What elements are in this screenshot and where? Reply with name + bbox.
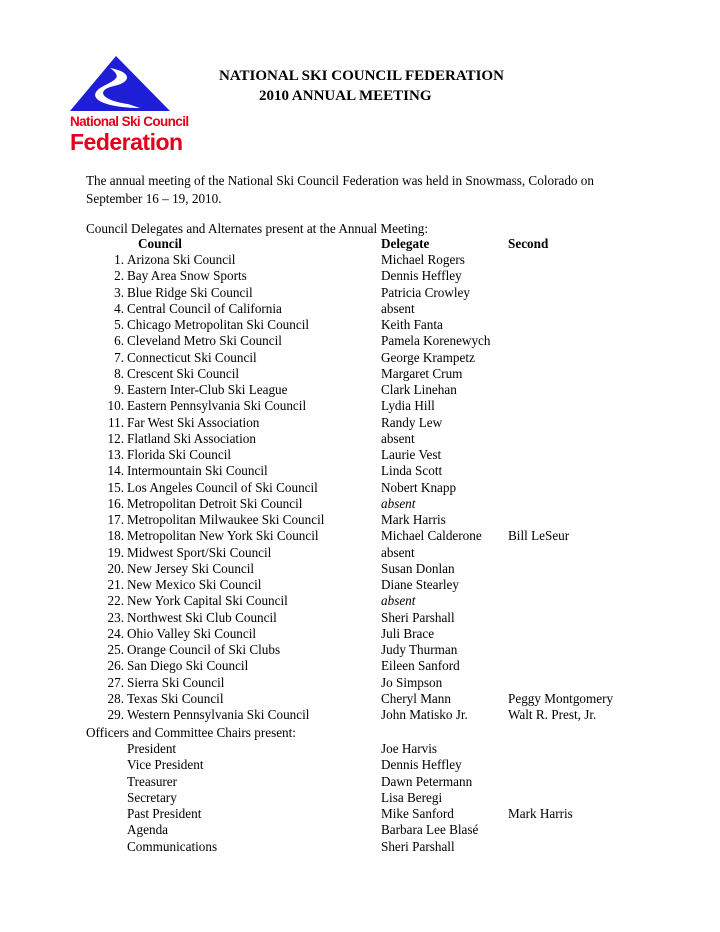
row-number: 4. — [114, 300, 124, 316]
table-row — [0, 268, 720, 284]
list-item — [0, 757, 720, 773]
table-row — [0, 366, 720, 382]
row-number: 14. — [107, 463, 124, 479]
council-name: Western Pennsylvania Ski Council — [127, 707, 310, 722]
row-number: 13. — [107, 447, 124, 462]
council-name: Metropolitan New York Ski Council — [127, 528, 319, 544]
table-row — [0, 691, 720, 707]
delegate-name: Jo Simpson — [381, 674, 443, 690]
row-number: 18. — [107, 528, 124, 544]
delegate-name: Eileen Sanford — [381, 658, 460, 674]
council-name: Florida Ski Council — [127, 447, 232, 462]
column-header-council: Council — [138, 236, 182, 251]
row-number: 2. — [114, 268, 124, 284]
council-name: Arizona Ski Council — [127, 252, 236, 267]
council-name: Ohio Valley Ski Council — [127, 625, 257, 641]
second-name: Walt R. Prest, Jr. — [508, 707, 597, 722]
row-number: 22. — [107, 593, 124, 609]
table-row — [0, 561, 720, 577]
officer-role: Treasurer — [127, 773, 178, 789]
officer-role: Agenda — [127, 822, 169, 838]
table-row — [0, 350, 720, 366]
table-row — [0, 252, 720, 268]
row-number: 20. — [107, 560, 124, 576]
delegate-name: Patricia Crowley — [381, 284, 470, 300]
officer-name: Joe Harvis — [381, 741, 438, 756]
list-item — [0, 790, 720, 806]
row-number: 7. — [114, 349, 124, 365]
row-number: 1. — [114, 252, 124, 267]
council-name: Orange Council of Ski Clubs — [127, 642, 281, 657]
row-number: 9. — [114, 382, 124, 397]
delegate-name: Sheri Parshall — [381, 609, 455, 625]
delegate-name: Linda Scott — [381, 463, 443, 479]
officer-name: Barbara Lee Blasé — [381, 822, 479, 838]
row-number: 16. — [107, 495, 124, 511]
table-row — [0, 301, 720, 317]
council-name: Central Council of California — [127, 300, 282, 316]
row-number: 15. — [107, 479, 124, 495]
delegate-name: Michael Calderone — [381, 528, 482, 544]
table-row — [0, 333, 720, 349]
council-name: Blue Ridge Ski Council — [127, 284, 253, 300]
row-number: 19. — [107, 544, 124, 560]
officer-role: President — [127, 741, 177, 756]
council-name: New York Capital Ski Council — [127, 593, 288, 609]
council-name: Los Angeles Council of Ski Council — [127, 479, 318, 495]
delegate-name: Dennis Heffley — [381, 268, 462, 284]
delegate-name: Judy Thurman — [381, 642, 458, 657]
table-header-row — [0, 236, 720, 252]
council-name: Cleveland Metro Ski Council — [127, 333, 282, 349]
council-name: Crescent Ski Council — [127, 365, 240, 381]
row-number: 11. — [108, 414, 124, 430]
row-number: 21. — [107, 577, 124, 592]
row-number: 17. — [107, 512, 124, 527]
table-row — [0, 447, 720, 463]
intro-paragraph: The annual meeting of the National Ski Council Federation was held in Snowmass, Colorado on September 16 – 19, 2010. — [86, 173, 594, 206]
delegate-name: absent — [381, 300, 415, 316]
table-row — [0, 480, 720, 496]
table-row — [0, 675, 720, 691]
council-name: Chicago Metropolitan Ski Council — [127, 317, 310, 332]
list-item — [0, 822, 720, 838]
council-name: Far West Ski Association — [127, 414, 260, 430]
document-title: NATIONAL SKI COUNCIL FEDERATION — [219, 68, 504, 84]
table-row — [0, 626, 720, 642]
logo-text-line2: Federation — [70, 129, 183, 155]
officer-name: Sheri Parshall — [381, 838, 455, 854]
officer-name: Dawn Petermann — [381, 773, 473, 789]
council-name: Sierra Ski Council — [127, 674, 225, 690]
delegate-name: Susan Donlan — [381, 560, 455, 576]
council-name: Eastern Pennsylvania Ski Council — [127, 398, 307, 414]
delegate-name: Juli Brace — [381, 625, 435, 641]
row-number: 25. — [107, 642, 124, 657]
table-row — [0, 642, 720, 658]
council-name: New Jersey Ski Council — [127, 560, 255, 576]
officer-role: Past President — [127, 806, 202, 821]
table-row — [0, 545, 720, 561]
officer-name: Lisa Beregi — [381, 789, 443, 805]
list-item — [0, 741, 720, 757]
table-row — [0, 398, 720, 414]
table-row — [0, 431, 720, 447]
delegate-name: Cheryl Mann — [381, 690, 451, 706]
council-name: Intermountain Ski Council — [127, 463, 268, 479]
list-item — [0, 839, 720, 855]
delegate-name: Laurie Vest — [381, 447, 442, 462]
nscf-logo — [70, 56, 189, 156]
officer-role: Secretary — [127, 789, 177, 805]
row-number: 8. — [114, 365, 124, 381]
delegates-heading: Council Delegates and Alternates present at the Annual Meeting: — [86, 221, 429, 236]
council-name: Flatland Ski Association — [127, 430, 256, 446]
row-number: 5. — [114, 317, 124, 332]
council-name: Midwest Sport/Ski Council — [127, 544, 272, 560]
table-row — [0, 610, 720, 626]
table-row — [0, 415, 720, 431]
table-row — [0, 577, 720, 593]
logo-text-line1: National Ski Council — [70, 114, 189, 129]
second-name: Peggy Montgomery — [508, 690, 614, 706]
delegate-name: absent — [381, 495, 416, 511]
council-name: Metropolitan Detroit Ski Council — [127, 495, 303, 511]
row-number: 3. — [114, 284, 124, 300]
delegate-name: absent — [381, 544, 415, 560]
row-number: 6. — [114, 333, 124, 349]
delegate-name: Margaret Crum — [381, 365, 463, 381]
row-number: 27. — [107, 674, 124, 690]
list-item — [0, 806, 720, 822]
table-row — [0, 658, 720, 674]
second-name: Bill LeSeur — [508, 528, 570, 544]
council-name: Eastern Inter-Club Ski League — [127, 382, 288, 397]
table-row — [0, 707, 720, 723]
table-row — [0, 528, 720, 544]
document-subtitle: 2010 ANNUAL MEETING — [259, 88, 432, 104]
council-name: Metropolitan Milwaukee Ski Council — [127, 512, 325, 527]
column-header-delegate: Delegate — [381, 236, 430, 251]
council-name: San Diego Ski Council — [127, 658, 249, 674]
row-number: 29. — [107, 707, 124, 722]
mountain-skier-icon — [70, 56, 180, 116]
council-name: New Mexico Ski Council — [127, 577, 262, 592]
delegate-name: Michael Rogers — [381, 252, 465, 267]
delegate-name: Diane Stearley — [381, 577, 459, 592]
table-row — [0, 463, 720, 479]
delegate-name: Randy Lew — [381, 414, 443, 430]
delegate-name: George Krampetz — [381, 349, 475, 365]
table-row — [0, 317, 720, 333]
row-number: 23. — [107, 609, 124, 625]
delegate-name: Lydia Hill — [381, 398, 435, 414]
list-item — [0, 774, 720, 790]
council-name: Texas Ski Council — [127, 690, 224, 706]
row-number: 24. — [107, 625, 124, 641]
table-row — [0, 512, 720, 528]
council-name: Bay Area Snow Sports — [127, 268, 247, 284]
row-number: 10. — [107, 398, 124, 414]
table-row — [0, 285, 720, 301]
delegate-name: Nobert Knapp — [381, 479, 457, 495]
delegate-name: Mark Harris — [381, 512, 446, 527]
column-header-second: Second — [508, 236, 549, 251]
row-number: 12. — [107, 430, 124, 446]
delegate-name: absent — [381, 430, 415, 446]
delegate-name: Clark Linehan — [381, 382, 457, 397]
delegate-name: Pamela Korenewych — [381, 333, 491, 349]
officer-second: Mark Harris — [508, 806, 573, 821]
table-row — [0, 382, 720, 398]
table-row — [0, 496, 720, 512]
delegate-name: Keith Fanta — [381, 317, 443, 332]
officers-heading: Officers and Committee Chairs present: — [86, 725, 296, 740]
council-name: Northwest Ski Club Council — [127, 609, 277, 625]
council-name: Connecticut Ski Council — [127, 349, 257, 365]
officer-role: Vice President — [127, 757, 204, 773]
row-number: 28. — [107, 690, 124, 706]
table-row — [0, 593, 720, 609]
delegate-name: absent — [381, 593, 416, 609]
row-number: 26. — [107, 658, 124, 674]
officer-name: Mike Sanford — [381, 806, 454, 821]
officer-name: Dennis Heffley — [381, 757, 462, 773]
delegate-name: John Matisko Jr. — [381, 707, 468, 722]
officer-role: Communications — [127, 838, 218, 854]
